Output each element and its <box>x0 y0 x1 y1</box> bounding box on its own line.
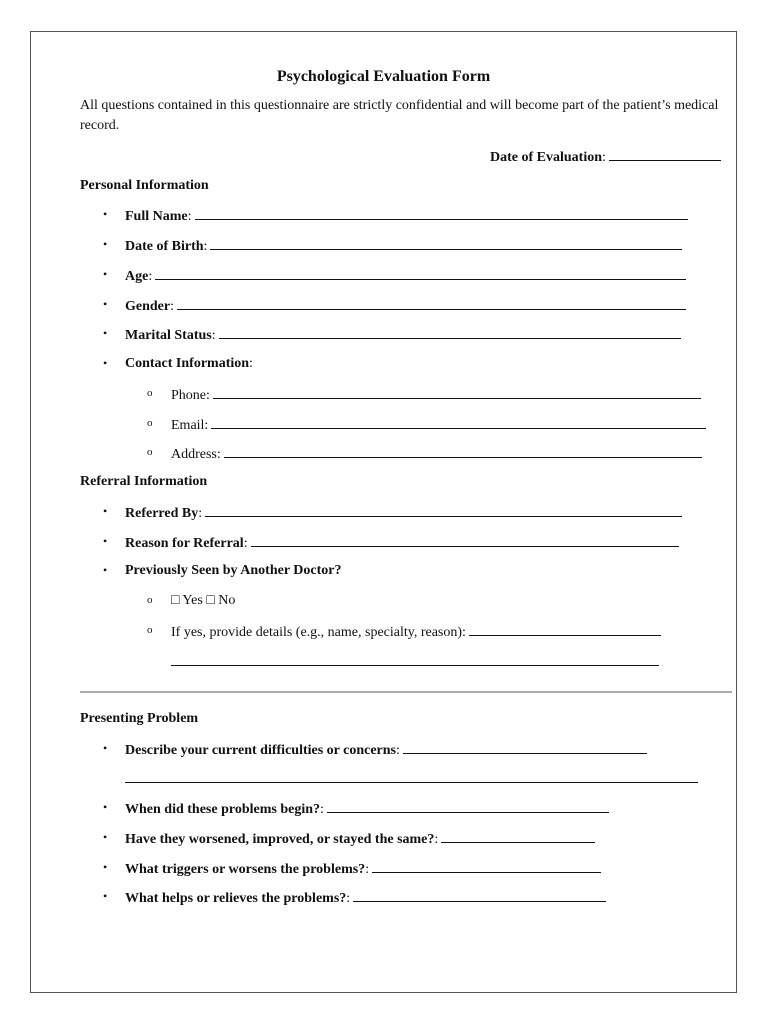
marital-status-label: Marital Status <box>125 328 212 343</box>
sub-bullet: o <box>147 417 153 429</box>
triggers-label: What triggers or worsens the problems? <box>125 862 366 877</box>
full-name-field[interactable]: Full Name: <box>125 206 688 225</box>
date-of-evaluation-field[interactable]: Date of Evaluation: <box>490 147 721 166</box>
worsened-field[interactable]: Have they worsened, improved, or stayed the same?: <box>125 829 595 848</box>
personal-information-heading: Personal Information <box>80 178 209 193</box>
sub-bullet: o <box>147 624 153 636</box>
previously-seen-item <box>125 562 341 579</box>
triggers-field[interactable]: What triggers or worsens the problems?: <box>125 859 601 878</box>
email-label: Email: <box>171 418 209 433</box>
bullet: • <box>103 563 108 577</box>
referral-details-label: If yes, provide details (e.g., name, specialty, reason): <box>171 625 466 640</box>
section-divider <box>80 691 732 693</box>
bullet: • <box>103 860 108 874</box>
relieves-field[interactable]: What helps or relieves the problems?: <box>125 888 606 907</box>
bullet: • <box>103 830 108 844</box>
problems-began-field[interactable]: When did these problems begin?: <box>125 799 609 818</box>
bullet: • <box>103 356 108 370</box>
address-line[interactable] <box>224 444 702 458</box>
sub-bullet: o <box>147 446 153 458</box>
date-of-evaluation-label: Date of Evaluation <box>490 150 602 165</box>
previously-seen-label: Previously Seen by Another Doctor? <box>125 563 342 578</box>
date-of-birth-field[interactable]: Date of Birth: <box>125 236 682 255</box>
phone-line[interactable] <box>213 385 701 399</box>
problems-began-label: When did these problems begin? <box>125 802 320 817</box>
gender-line[interactable] <box>177 296 686 310</box>
bullet: • <box>103 741 108 755</box>
relieves-line[interactable] <box>353 888 606 902</box>
age-line[interactable] <box>155 266 686 280</box>
problems-began-line[interactable] <box>327 799 609 813</box>
referred-by-line[interactable] <box>205 503 682 517</box>
sub-bullet: o <box>147 387 153 399</box>
referred-by-field[interactable]: Referred By: <box>125 503 682 522</box>
difficulties-line[interactable] <box>403 740 647 754</box>
bullet: • <box>103 326 108 340</box>
gender-label: Gender <box>125 299 171 314</box>
email-field[interactable] <box>171 415 706 434</box>
bullet: • <box>103 207 108 221</box>
contact-information-item: Contact Information: <box>125 356 253 371</box>
phone-field[interactable] <box>171 385 701 404</box>
referral-details-line-2[interactable] <box>171 652 659 666</box>
address-label: Address: <box>171 447 221 462</box>
difficulties-field[interactable]: Describe your current difficulties or concerns: <box>125 740 647 759</box>
confidentiality-notice: All questions contained in this questionnaire are strictly confidential and will become part of the patient’s medical record. <box>80 98 719 133</box>
worsened-line[interactable] <box>441 829 595 843</box>
referral-information-heading: Referral Information <box>80 474 208 489</box>
referral-details-field[interactable] <box>171 622 661 641</box>
marital-status-line[interactable] <box>219 325 681 339</box>
referral-details-line[interactable] <box>469 622 661 636</box>
bullet: • <box>103 237 108 251</box>
triggers-line[interactable] <box>372 859 601 873</box>
email-line[interactable] <box>211 415 706 429</box>
age-label: Age <box>125 269 149 284</box>
bullet: • <box>103 889 108 903</box>
presenting-problem-heading: Presenting Problem <box>80 711 199 726</box>
age-field[interactable]: Age: <box>125 266 686 285</box>
form-page <box>30 31 737 993</box>
bullet: • <box>103 297 108 311</box>
date-of-evaluation-line[interactable] <box>609 147 721 161</box>
reason-for-referral-line[interactable] <box>251 533 679 547</box>
reason-for-referral-label: Reason for Referral <box>125 536 244 551</box>
bullet: • <box>103 800 108 814</box>
reason-for-referral-field[interactable]: Reason for Referral: <box>125 533 679 552</box>
marital-status-field[interactable]: Marital Status: <box>125 325 681 344</box>
sub-bullet: o <box>147 594 153 606</box>
date-of-birth-line[interactable] <box>210 236 682 250</box>
referred-by-label: Referred By <box>125 506 199 521</box>
difficulties-label: Describe your current difficulties or concerns <box>125 743 397 758</box>
phone-label: Phone: <box>171 388 210 403</box>
referral-details-continuation[interactable] <box>171 652 659 671</box>
address-field[interactable] <box>171 444 702 463</box>
difficulties-continuation[interactable] <box>125 769 698 788</box>
yes-no-checkboxes[interactable]: □ Yes □ No <box>171 593 236 608</box>
bullet: • <box>103 504 108 518</box>
difficulties-line-2[interactable] <box>125 769 698 783</box>
date-of-birth-label: Date of Birth <box>125 239 204 254</box>
contact-information-label: Contact Information <box>125 356 250 371</box>
worsened-label: Have they worsened, improved, or stayed the same? <box>125 832 435 847</box>
full-name-label: Full Name <box>125 209 188 224</box>
bullet: • <box>103 267 108 281</box>
bullet: • <box>103 534 108 548</box>
full-name-line[interactable] <box>195 206 688 220</box>
gender-field[interactable]: Gender: <box>125 296 686 315</box>
form-title: Psychological Evaluation Form <box>276 68 491 85</box>
relieves-label: What helps or relieves the problems? <box>125 891 347 906</box>
